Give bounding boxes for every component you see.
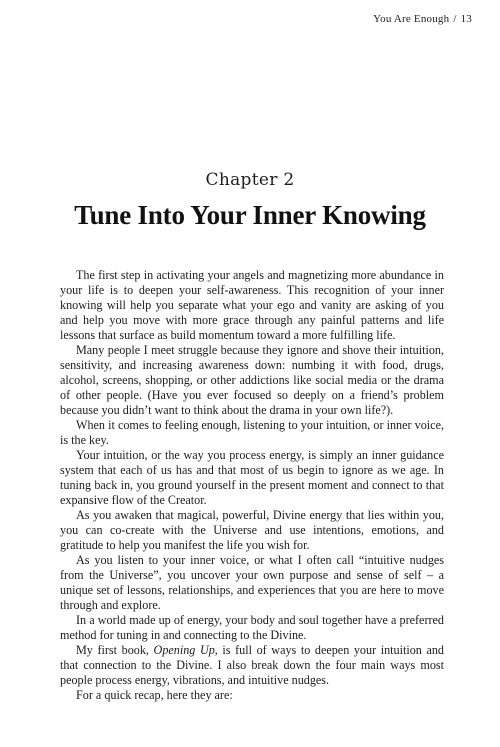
running-head-title: You Are Enough xyxy=(373,13,450,25)
paragraph-1: The first step in activating your angels and magnetizing more abundance in your life is to deepen your self-awareness. This recognition of your inner knowing will help you separate what your ego and vanity are asking of you and help you move with more grace through any painful patterns and life lessons that surface as build momentum toward a more fulfilling life. xyxy=(60,268,444,342)
running-head-separator: / xyxy=(453,13,457,25)
running-head xyxy=(373,13,472,25)
chapter-body xyxy=(60,268,444,703)
paragraph-2: Many people I meet struggle because they ignore and shove their intuition, sensitivity, and increasing awareness down: numbing it with food, drugs, alcohol, screens, shopping, or other addictions like social media or the drama of other people. (Have you ever focused so deeply on a friend’s problem because you didn’t want to think about the drama in your own life?). xyxy=(60,343,444,417)
paragraph-8-rest: , is full of ways to deepen your intuition and that connection to the Divine. I also break down the four main ways most people process energy, vibrations, and intuitive nudges. xyxy=(60,643,444,687)
chapter-title: Tune Into Your Inner Knowing xyxy=(74,200,426,230)
paragraph-9: For a quick recap, here they are: xyxy=(76,688,233,702)
page-number: 13 xyxy=(460,13,472,25)
book-title-opening-up: Opening Up xyxy=(153,643,215,657)
paragraph-3: When it comes to feeling enough, listening to your intuition, or inner voice, is the key. xyxy=(60,418,444,447)
chapter-label: Chapter 2 xyxy=(205,170,295,190)
paragraph-7: In a world made up of energy, your body and soul together have a preferred method for tuning in and connecting to the Divine. xyxy=(60,613,444,642)
paragraph-4: Your intuition, or the way you process energy, is simply an inner guidance system that each of us has and that most of us begin to ignore as we age. In tuning back in, you ground yourself in the present moment and connect to that expansive flow of the Creator. xyxy=(60,448,444,507)
paragraph-8-lead: My first book, xyxy=(76,643,154,657)
paragraph-6: As you listen to your inner voice, or what I often call “intuitive nudges from the Universe”, you uncover your own purpose and sense of self – a unique set of lessons, relationships, and experiences that you are here to move through and explore. xyxy=(60,553,444,612)
paragraph-8 xyxy=(60,643,444,688)
paragraph-5: As you awaken that magical, powerful, Divine energy that lies within you, you can co-create with the Universe and use intentions, emotions, and gratitude to help you manifest the life you wish for. xyxy=(60,508,444,552)
